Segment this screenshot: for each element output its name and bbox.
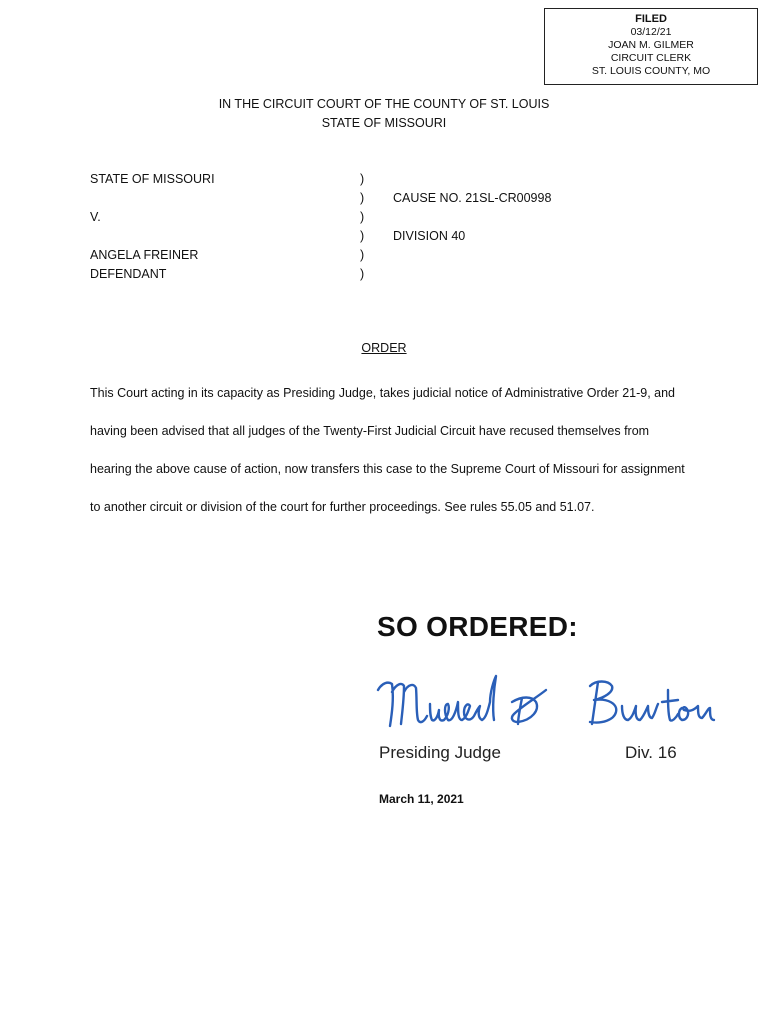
case-caption: [90, 170, 690, 284]
filed-stamp-clerk-title: CIRCUIT CLERK: [610, 52, 692, 64]
caption-defendant-label: DEFENDANT: [90, 267, 167, 281]
caption-row: [90, 208, 690, 227]
filed-stamp-date: 03/12/21: [630, 26, 672, 38]
caption-paren: ): [360, 248, 365, 262]
court-heading-line-1: IN THE CIRCUIT COURT OF THE COUNTY OF ST. LOUIS: [218, 97, 550, 111]
order-title: ORDER: [361, 341, 407, 355]
filed-stamp-title: FILED: [635, 13, 667, 25]
caption-division: DIVISION 40: [393, 229, 466, 243]
caption-row: [90, 189, 690, 208]
caption-paren: ): [360, 267, 365, 281]
caption-versus: V.: [90, 210, 101, 224]
caption-defendant-name: ANGELA FREINER: [90, 248, 199, 262]
caption-paren: ): [360, 172, 365, 186]
caption-paren: ): [360, 210, 365, 224]
so-ordered-heading: SO ORDERED:: [377, 611, 578, 642]
caption-row: [90, 265, 690, 284]
caption-paren: ): [360, 229, 365, 243]
caption-paren: ): [360, 191, 365, 205]
court-heading: [0, 95, 768, 133]
order-date: March 11, 2021: [379, 792, 464, 806]
caption-row: [90, 246, 690, 265]
filed-stamp: [544, 8, 758, 85]
caption-cause-number: CAUSE NO. 21SL-CR00998: [393, 191, 552, 205]
caption-row: [90, 170, 690, 189]
presiding-judge-label: Presiding Judge: [379, 743, 501, 762]
court-heading-line-2: STATE OF MISSOURI: [321, 116, 447, 130]
division-label: Div. 16: [625, 743, 677, 762]
judge-signature: [372, 668, 717, 738]
order-body: This Court acting in its capacity as Presiding Judge, takes judicial notice of Administrative Order 21-9, and having been advised that all judges of the Twenty-First Judicial Circuit have recused themselves from hearing the above cause of action, now transfers this case to the Supreme Court of Missouri for assignment to another circuit or division of the court for further proceedings. See rules 55.05 and 51.07.: [90, 386, 685, 514]
filed-stamp-clerk-name: JOAN M. GILMER: [608, 39, 694, 51]
caption-row: [90, 227, 690, 246]
caption-party: STATE OF MISSOURI: [90, 172, 215, 186]
filed-stamp-county: ST. LOUIS COUNTY, MO: [591, 65, 711, 77]
